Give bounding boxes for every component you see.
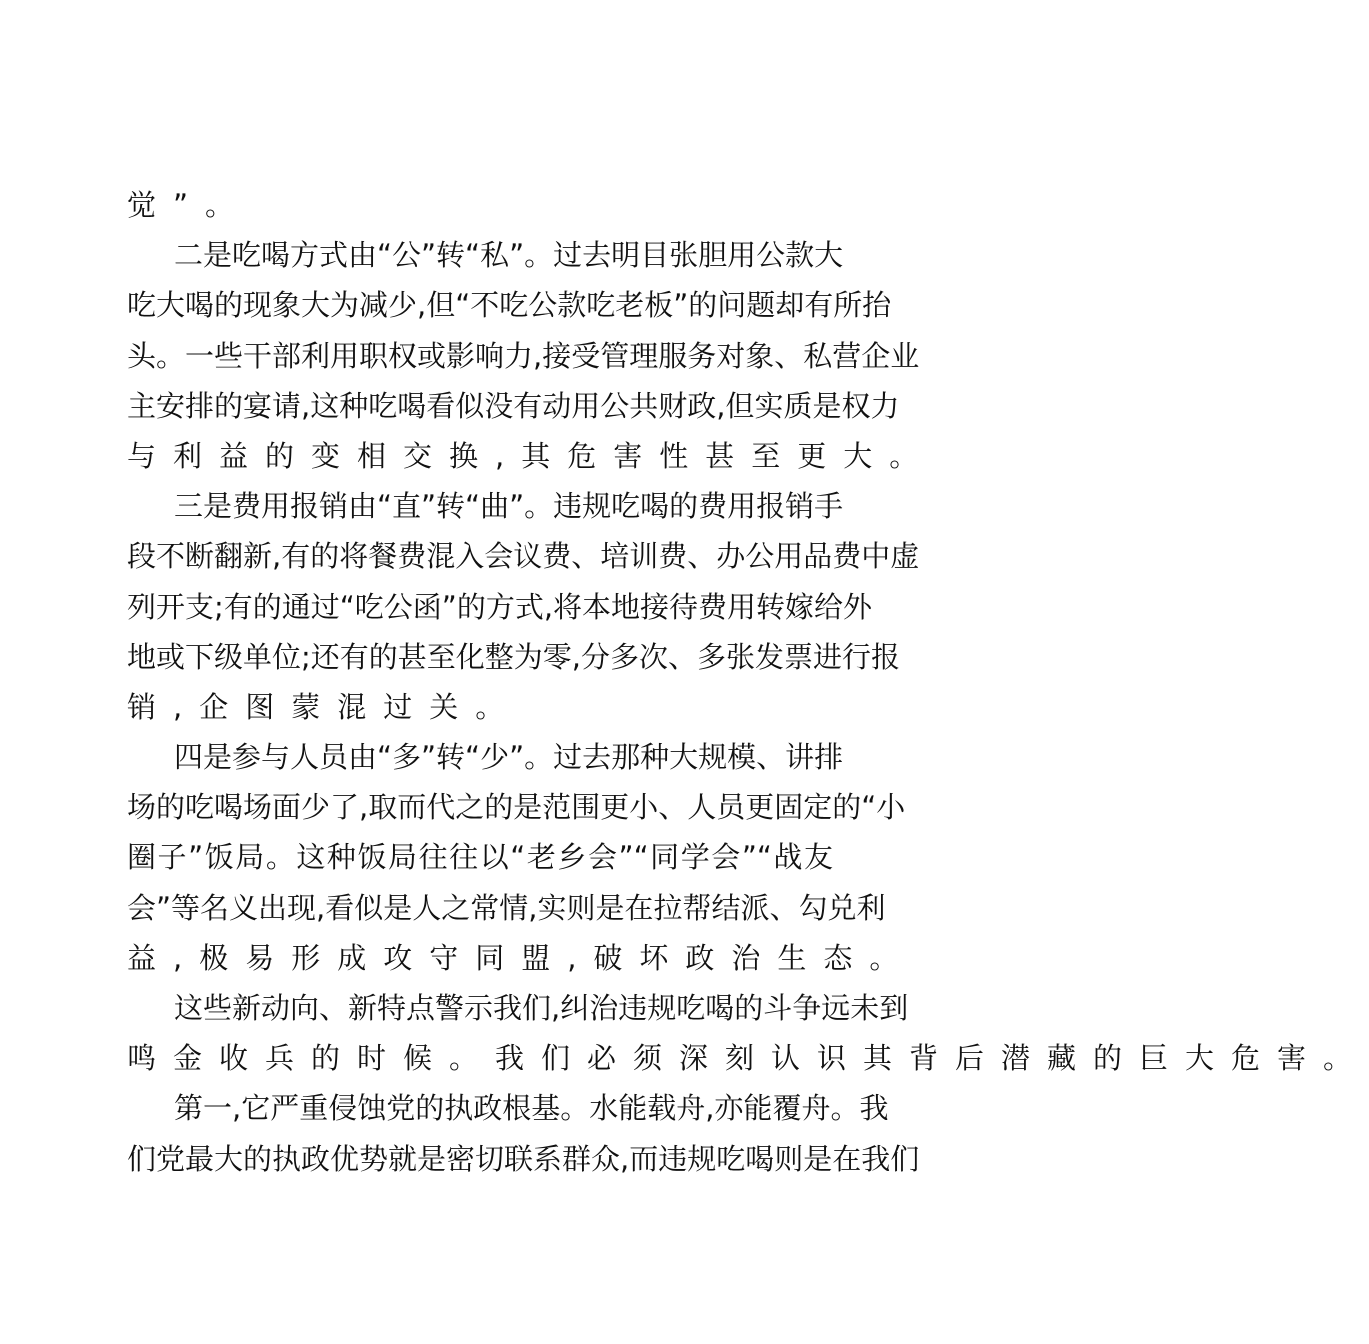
text-line: 段不断翻新,有的将餐费混入会议费、培训费、办公用品费中虚	[127, 539, 920, 574]
text-line: 圈子”饭局。这种饭局往往以“老乡会”“同学会”“战友	[127, 840, 833, 875]
text-line: 吃大喝的现象大为减少,但“不吃公款吃老板”的问题却有所抬	[127, 288, 892, 323]
text-line: 场的吃喝场面少了,取而代之的是范围更小、人员更固定的“小	[127, 790, 906, 825]
document-page	[127, 180, 1369, 1184]
text-line: 会”等名义出现,看似是人之常情,实则是在拉帮结派、勾兑利	[127, 890, 886, 925]
text-line: 这些新动向、新特点警示我们,纠治违规吃喝的斗争远未到	[174, 991, 909, 1025]
text-line: 列开支;有的通过“吃公函”的方式,将本地接待费用转嫁给外	[127, 589, 873, 624]
paragraph	[127, 732, 916, 983]
text-line: 头。一些干部利用职权或影响力,接受管理服务对象、私营企业	[127, 338, 920, 373]
text-line: 第一,它严重侵蚀党的执政根基。水能载舟,亦能覆舟。我	[174, 1091, 889, 1126]
paragraph	[127, 230, 936, 481]
text-line: 二是吃喝方式由“公”转“私”。过去明目张胆用公款大	[174, 238, 844, 273]
text-line: 鸣金收兵的时候。我们必须深刻认识其背后潜藏的巨大危害。	[127, 1041, 1369, 1076]
text-line: 销,企图蒙混过关。	[127, 689, 522, 724]
text-line: 地或下级单位;还有的甚至化整为零,分多次、多张发票进行报	[127, 639, 900, 674]
text-line: 三是费用报销由“直”转“曲”。违规吃喝的费用报销手	[174, 489, 844, 524]
paragraph	[127, 481, 920, 732]
text-line: 益,极易形成攻守同盟,破坏政治生态。	[127, 940, 916, 975]
paragraph	[127, 983, 1369, 1083]
text-line: 们党最大的执政优势就是密切联系群众,而违规吃喝则是在我们	[127, 1141, 920, 1176]
text-line: 四是参与人员由“多”转“少”。过去那种大规模、讲排	[174, 740, 844, 775]
text-line: 与利益的变相交换,其危害性甚至更大。	[127, 438, 936, 473]
text-line: 觉”。	[127, 188, 252, 222]
paragraph	[127, 180, 833, 230]
text-line: 主安排的宴请,这种吃喝看似没有动用公共财政,但实质是权力	[127, 388, 900, 423]
paragraph	[127, 1083, 920, 1183]
